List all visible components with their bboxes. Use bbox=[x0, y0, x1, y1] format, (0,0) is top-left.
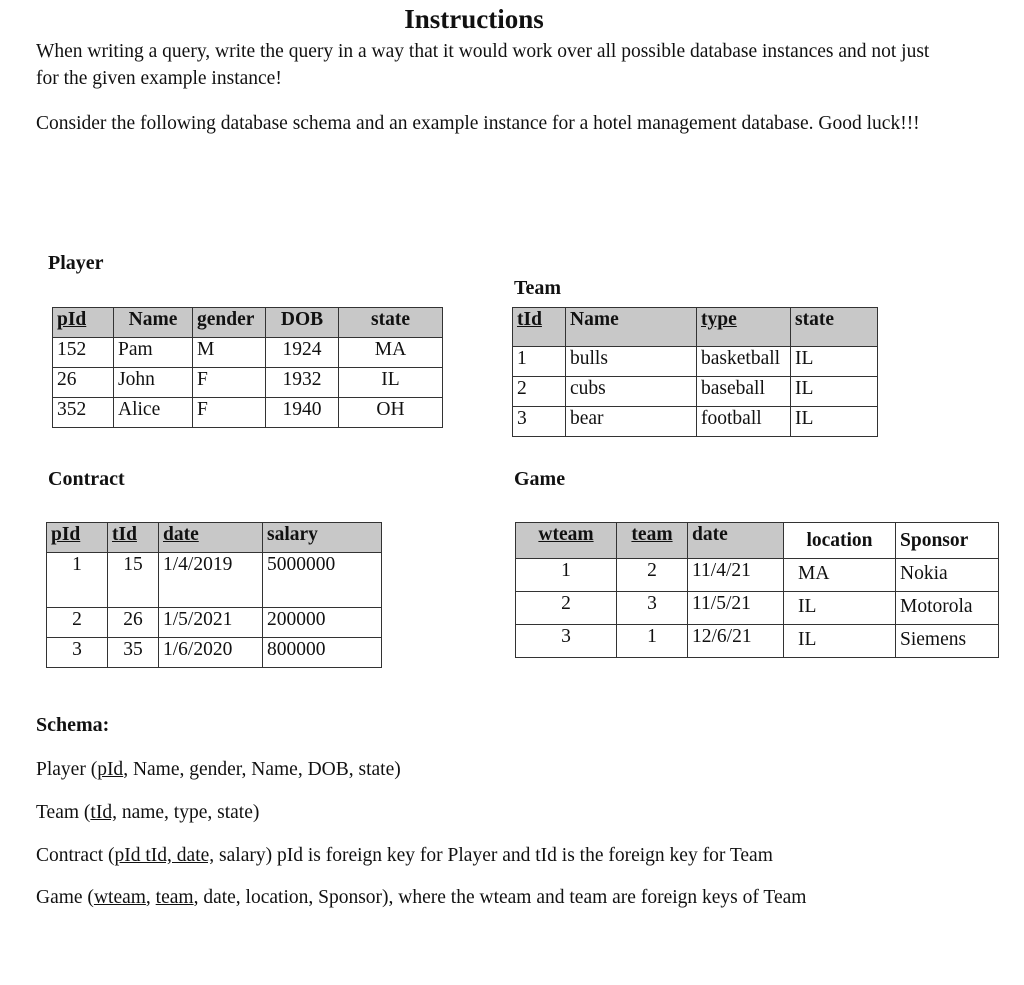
table-cell: IL bbox=[791, 407, 878, 437]
player-table-label: Player bbox=[48, 252, 104, 274]
table-header-row bbox=[516, 523, 999, 559]
table-cell: 11/4/21 bbox=[688, 559, 784, 592]
column-header: wteam bbox=[516, 523, 617, 559]
column-header: pId bbox=[47, 523, 108, 553]
table-cell: F bbox=[193, 398, 266, 428]
schema-team-line bbox=[36, 799, 259, 826]
page-title: Instructions bbox=[404, 4, 544, 34]
schema-text: , bbox=[145, 887, 156, 908]
column-header: type bbox=[697, 308, 791, 347]
schema-text: Player ( bbox=[36, 759, 98, 780]
table-cell: football bbox=[697, 407, 791, 437]
table-cell: IL bbox=[784, 592, 896, 625]
schema-contract-line bbox=[36, 842, 773, 869]
table-cell: F bbox=[193, 368, 266, 398]
schema-game-line bbox=[36, 884, 916, 911]
schema-key: wteam bbox=[93, 887, 146, 908]
schema-key: team bbox=[155, 887, 194, 908]
table-cell: bear bbox=[566, 407, 697, 437]
table-cell: 15 bbox=[108, 553, 159, 608]
schema-key: tId, bbox=[90, 802, 117, 823]
team-table-label: Team bbox=[514, 277, 562, 299]
table-cell: Siemens bbox=[896, 625, 999, 658]
contract-table bbox=[46, 522, 382, 668]
table-cell: 2 bbox=[516, 592, 617, 625]
table-row bbox=[47, 608, 382, 638]
table-row bbox=[53, 368, 443, 398]
schema-text: Game ( bbox=[36, 887, 94, 908]
table-cell: 1/6/2020 bbox=[159, 638, 263, 668]
table-row bbox=[513, 347, 878, 377]
table-header-row bbox=[53, 308, 443, 338]
contract-table-label: Contract bbox=[48, 468, 125, 490]
table-cell: 152 bbox=[53, 338, 114, 368]
column-header: team bbox=[617, 523, 688, 559]
game-table-label: Game bbox=[514, 468, 566, 490]
table-cell: 352 bbox=[53, 398, 114, 428]
table-cell: Motorola bbox=[896, 592, 999, 625]
column-header: gender bbox=[193, 308, 266, 338]
table-cell: 11/5/21 bbox=[688, 592, 784, 625]
table-cell: 1 bbox=[47, 553, 108, 608]
table-cell: 1932 bbox=[266, 368, 339, 398]
table-cell: 2 bbox=[47, 608, 108, 638]
player-table bbox=[52, 307, 443, 428]
schema-heading: Schema: bbox=[36, 714, 110, 736]
table-cell: 2 bbox=[617, 559, 688, 592]
table-cell: 3 bbox=[617, 592, 688, 625]
table-cell: 1/4/2019 bbox=[159, 553, 263, 608]
table-row bbox=[516, 592, 999, 625]
table-cell: 12/6/21 bbox=[688, 625, 784, 658]
column-header: tId bbox=[513, 308, 566, 347]
table-cell: 3 bbox=[516, 625, 617, 658]
schema-key: pId tId, date, bbox=[114, 845, 215, 866]
table-row bbox=[53, 398, 443, 428]
schema-text: , Name, gender, Name, DOB, state) bbox=[123, 759, 401, 780]
table-row bbox=[516, 559, 999, 592]
table-row bbox=[516, 625, 999, 658]
intro-paragraph-2: Consider the following database schema and an example instance for a hotel management database. Good luck!!! bbox=[36, 113, 920, 134]
table-cell: 200000 bbox=[263, 608, 382, 638]
schema-text: , date, location, Sponsor), where the wteam and team are foreign keys of Team bbox=[193, 887, 807, 908]
game-table bbox=[515, 522, 999, 658]
table-cell: IL bbox=[339, 368, 443, 398]
table-row bbox=[47, 638, 382, 668]
schema-key: pId bbox=[97, 759, 124, 780]
column-header: location bbox=[784, 523, 896, 559]
table-cell: 1924 bbox=[266, 338, 339, 368]
schema-text: Contract ( bbox=[36, 845, 115, 866]
table-cell: John bbox=[114, 368, 193, 398]
column-header: Name bbox=[566, 308, 697, 347]
table-cell: basketball bbox=[697, 347, 791, 377]
table-cell: 1940 bbox=[266, 398, 339, 428]
column-header: Sponsor bbox=[896, 523, 999, 559]
table-cell: bulls bbox=[566, 347, 697, 377]
column-header: date bbox=[688, 523, 784, 559]
schema-player-line bbox=[36, 756, 401, 783]
table-cell: 3 bbox=[513, 407, 566, 437]
table-header-row bbox=[513, 308, 878, 347]
table-cell: 1 bbox=[513, 347, 566, 377]
column-header: state bbox=[791, 308, 878, 347]
table-cell: OH bbox=[339, 398, 443, 428]
table-cell: Pam bbox=[114, 338, 193, 368]
table-cell: 800000 bbox=[263, 638, 382, 668]
column-header: DOB bbox=[266, 308, 339, 338]
table-cell: Nokia bbox=[896, 559, 999, 592]
column-header: Name bbox=[114, 308, 193, 338]
table-row bbox=[53, 338, 443, 368]
table-cell: 5000000 bbox=[263, 553, 382, 608]
table-cell: 3 bbox=[47, 638, 108, 668]
schema-text: Team ( bbox=[36, 802, 91, 823]
schema-text: name, type, state) bbox=[116, 802, 260, 823]
table-cell: cubs bbox=[566, 377, 697, 407]
table-row bbox=[47, 553, 382, 608]
table-cell: 26 bbox=[53, 368, 114, 398]
intro-paragraph-1: When writing a query, write the query in a way that it would work over all possible database instances and not just for the given example instance! bbox=[36, 41, 930, 89]
table-cell: MA bbox=[784, 559, 896, 592]
column-header: pId bbox=[53, 308, 114, 338]
column-header: state bbox=[339, 308, 443, 338]
column-header: date bbox=[159, 523, 263, 553]
table-row bbox=[513, 377, 878, 407]
table-cell: IL bbox=[784, 625, 896, 658]
table-cell: IL bbox=[791, 347, 878, 377]
schema-text: salary) pId is foreign key for Player and tId is the foreign key for Team bbox=[214, 845, 773, 866]
table-cell: 35 bbox=[108, 638, 159, 668]
table-row bbox=[513, 407, 878, 437]
table-cell: 2 bbox=[513, 377, 566, 407]
table-cell: Alice bbox=[114, 398, 193, 428]
table-cell: IL bbox=[791, 377, 878, 407]
team-table bbox=[512, 307, 878, 437]
column-header: tId bbox=[108, 523, 159, 553]
table-cell: M bbox=[193, 338, 266, 368]
table-cell: 1/5/2021 bbox=[159, 608, 263, 638]
table-cell: 1 bbox=[617, 625, 688, 658]
table-cell: 26 bbox=[108, 608, 159, 638]
table-header-row bbox=[47, 523, 382, 553]
table-cell: 1 bbox=[516, 559, 617, 592]
table-cell: baseball bbox=[697, 377, 791, 407]
column-header: salary bbox=[263, 523, 382, 553]
table-cell: MA bbox=[339, 338, 443, 368]
